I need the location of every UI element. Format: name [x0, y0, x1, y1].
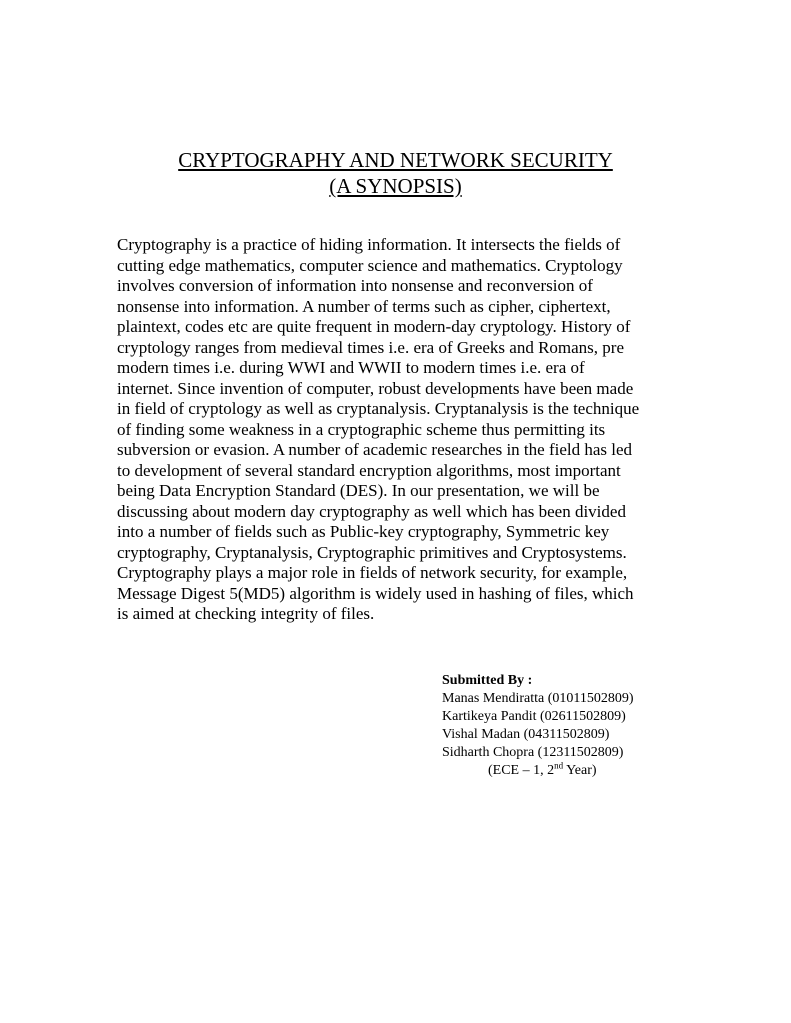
member-entry: Kartikeya Pandit (02611502809)	[442, 709, 626, 724]
synopsis-paragraph	[117, 235, 697, 625]
paragraph-line: involves conversion of information into nonsense and reconversion of	[117, 276, 593, 295]
paragraph-line: Cryptography is a practice of hiding information. It intersects the fields of	[117, 235, 621, 254]
paragraph-line: being Data Encryption Standard (DES). In our presentation, we will be	[117, 481, 600, 500]
paragraph-line: cryptography, Cryptanalysis, Cryptographic primitives and Cryptosystems.	[117, 542, 627, 562]
paragraph-line: in field of cryptology as well as cryptanalysis. Cryptanalysis is the technique	[117, 399, 640, 418]
member-entry: Vishal Madan (04311502809)	[442, 727, 610, 742]
paragraph-line: of finding some weakness in a cryptographic scheme thus permitting its	[117, 419, 606, 439]
paragraph-line: internet. Since invention of computer, robust developments have been made	[117, 378, 634, 398]
document-subtitle: (A SYNOPSIS)	[329, 174, 462, 198]
class-prefix: (ECE – 1, 2	[488, 763, 555, 778]
ordinal-suffix: nd	[554, 760, 564, 771]
document-title: CRYPTOGRAPHY AND NETWORK SECURITY	[178, 148, 613, 172]
paragraph-line: is aimed at checking integrity of files.	[117, 604, 375, 623]
member-entry: Sidharth Chopra (12311502809)	[442, 745, 624, 760]
paragraph-line: modern times i.e. during WWI and WWII to modern times i.e. era of	[117, 358, 585, 377]
class-suffix: Year)	[563, 763, 597, 778]
class-year-label	[442, 762, 742, 780]
member-entry: Manas Mendiratta (01011502809)	[442, 691, 634, 706]
paragraph-line: discussing about modern day cryptography as well which has been divided	[117, 501, 626, 521]
paragraph-line: Cryptography plays a major role in fields of network security, for example,	[117, 563, 628, 582]
submitted-by-heading: Submitted By :	[442, 673, 533, 688]
paragraph-line: cutting edge mathematics, computer science and mathematics. Cryptology	[117, 255, 623, 275]
paragraph-line: to development of several standard encryption algorithms, most important	[117, 460, 621, 480]
paragraph-line: subversion or evasion. A number of academic researches in the field has led	[117, 440, 633, 459]
paragraph-line: Message Digest 5(MD5) algorithm is widely used in hashing of files, which	[117, 583, 634, 603]
paragraph-line: cryptology ranges from medieval times i.e. era of Greeks and Romans, pre	[117, 337, 625, 357]
paragraph-line: nonsense into information. A number of terms such as cipher, ciphertext,	[117, 296, 611, 316]
paragraph-line: into a number of fields such as Public-key cryptography, Symmetric key	[117, 522, 610, 541]
submitted-by-block	[442, 672, 742, 780]
paragraph-line: plaintext, codes etc are quite frequent in modern-day cryptology. History of	[117, 317, 631, 336]
